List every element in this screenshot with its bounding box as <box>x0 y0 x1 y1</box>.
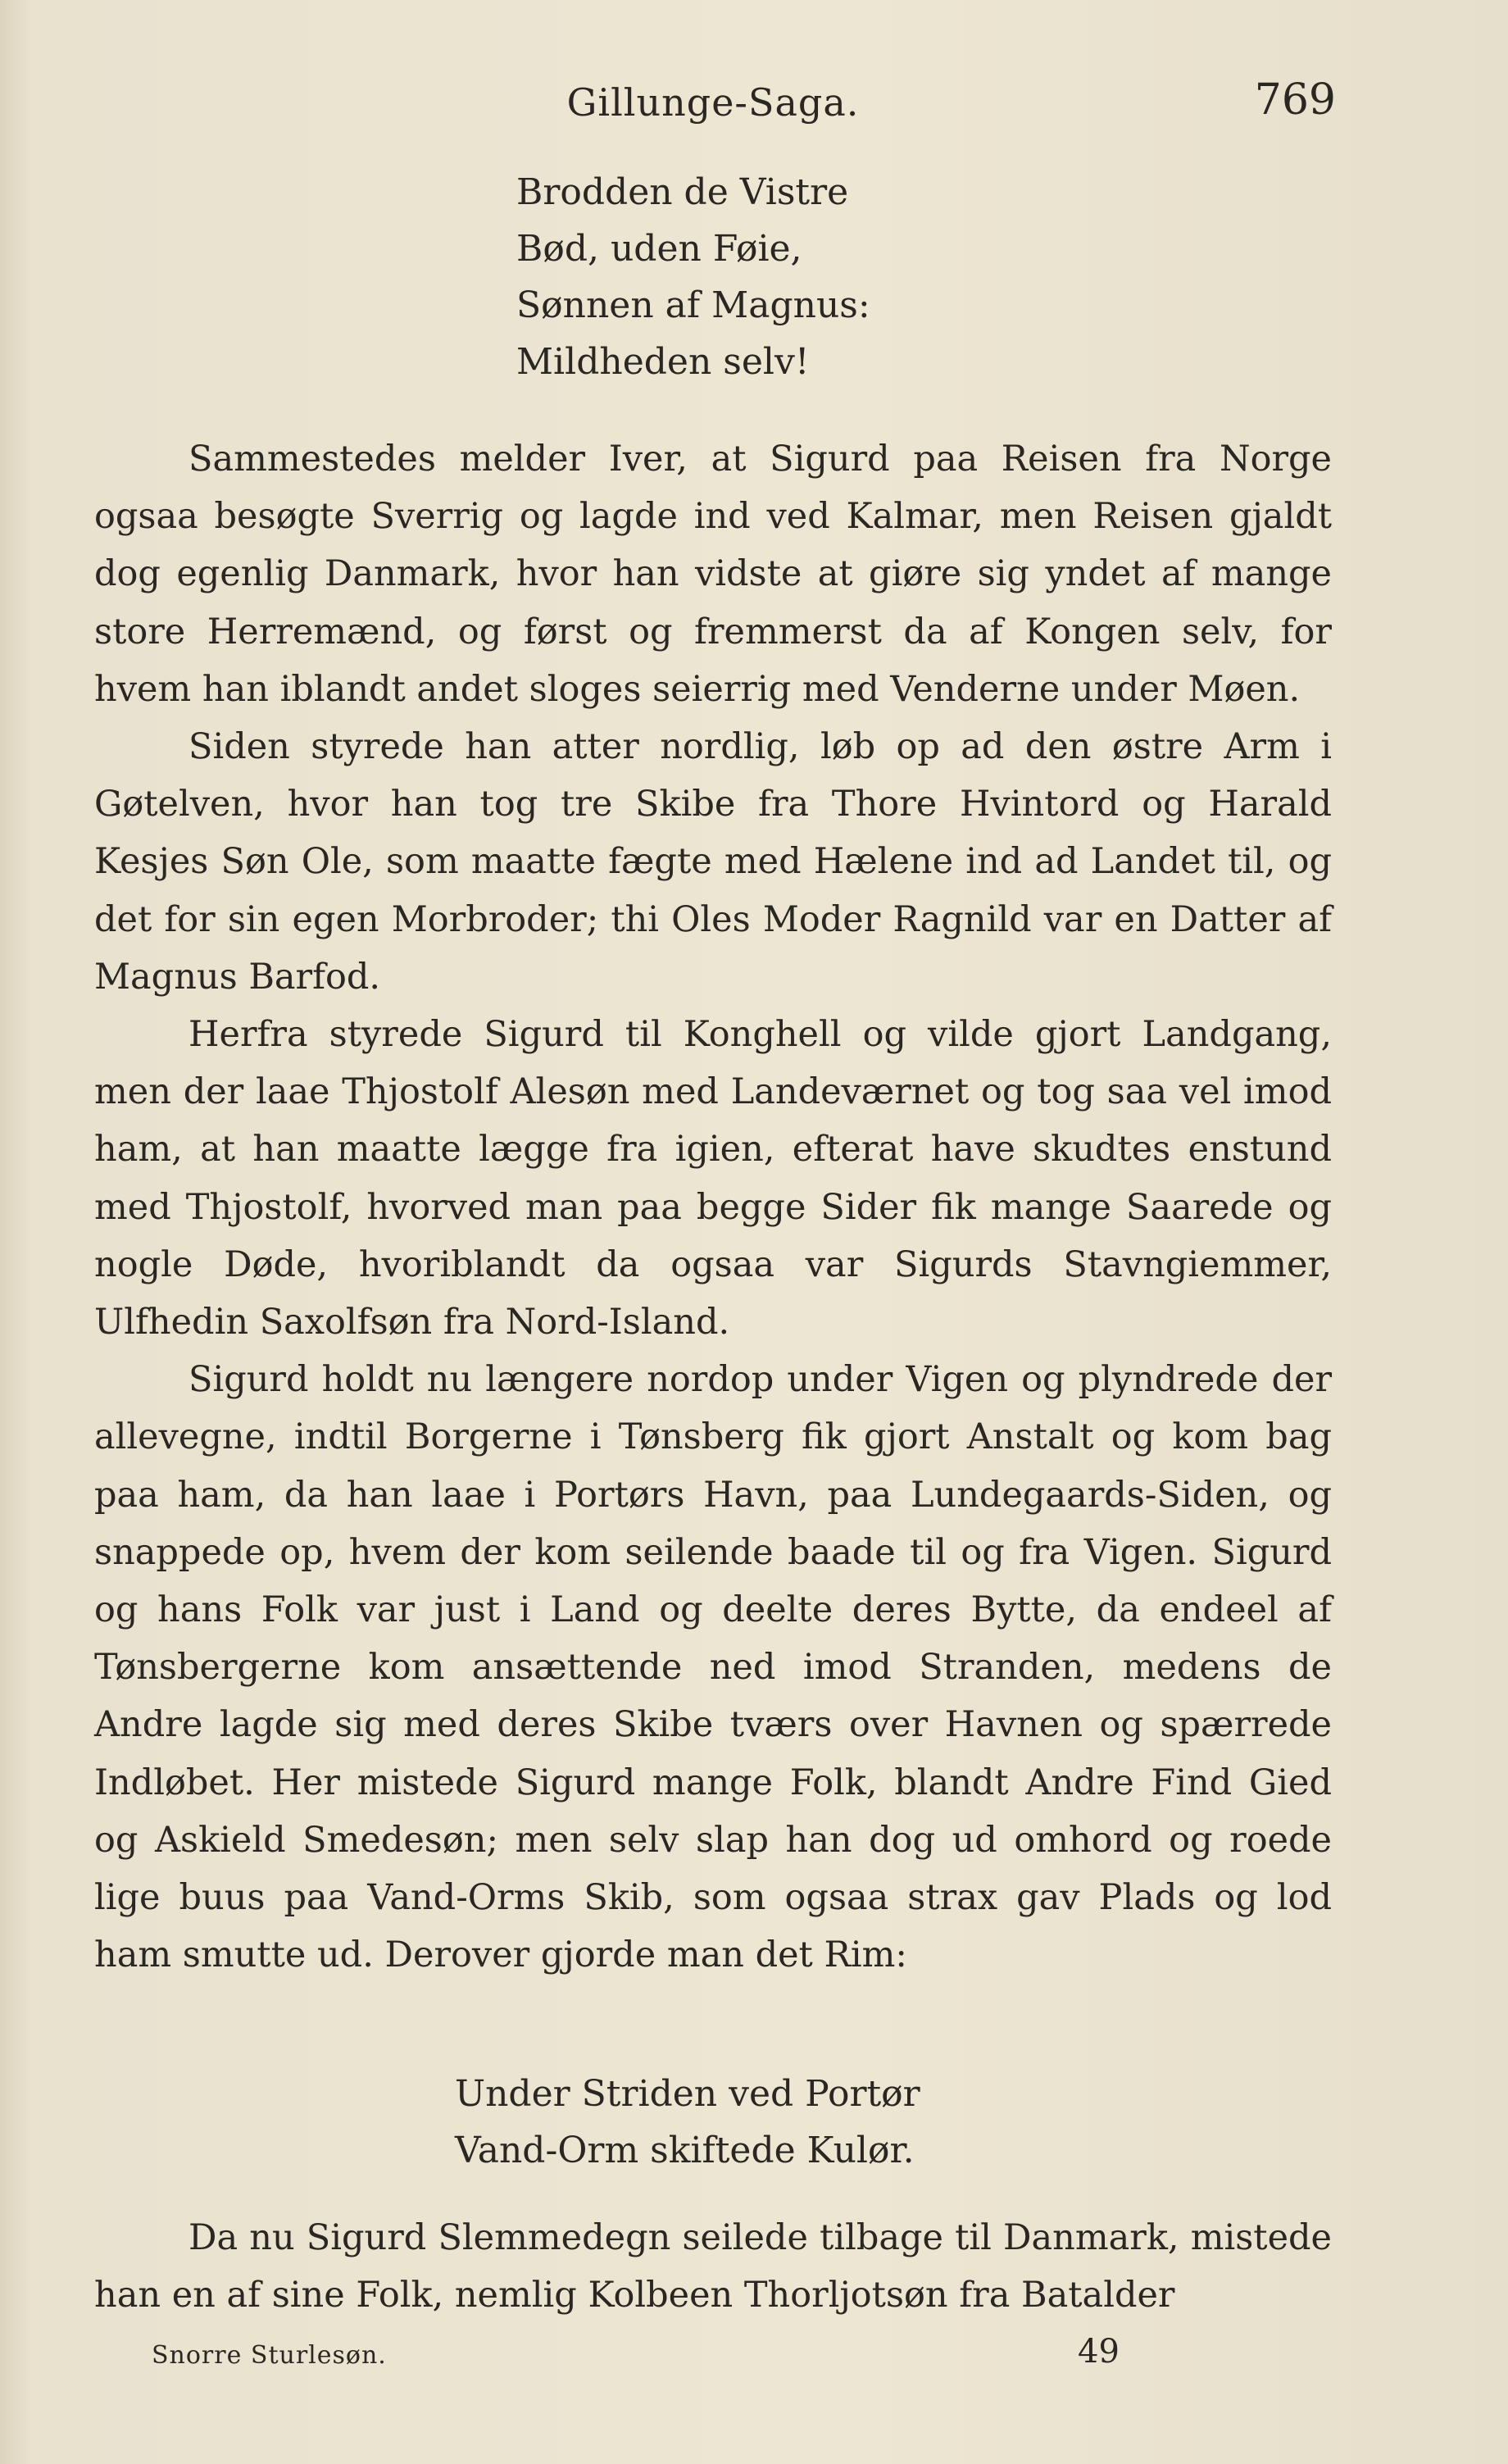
body-text-1 <box>94 430 1332 1984</box>
verse-line: Brodden de Vistre <box>516 171 849 213</box>
verse-stanza-2 <box>455 2066 920 2179</box>
verse-line: Under Striden ved Portør <box>455 2073 920 2115</box>
verse-stanza-1 <box>516 164 870 390</box>
running-title: Gillunge-Saga. <box>566 80 860 125</box>
verse-line: Sønnen af Magnus: <box>516 284 870 326</box>
signature-mark: 49 <box>1078 2333 1120 2371</box>
page-header <box>90 75 1336 133</box>
verse-line: Bød, uden Føie, <box>516 228 802 270</box>
paragraph: Da nu Sigurd Slemmedegn seilede tilbage til Danmark, mistede han en af sine Folk, nemlig Kolbeen Thorljotsøn fra Batalder <box>94 2217 1332 2316</box>
paragraph: Siden styrede han atter nordlig, løb op ad den østre Arm i Gøtelven, hvor han tog tre Skibe fra Thore Hvintord og Harald Kesjes Søn Ole, som maatte fægte med Hælene ind ad Landet til, og det for sin egen Morbroder; thi Oles Moder Ragnild var en Datter af Magnus Barfod. <box>94 726 1332 998</box>
page-footer <box>152 2333 1119 2382</box>
verse-line: Vand-Orm skiftede Kulør. <box>455 2130 915 2171</box>
verse-line: Mildheden selv! <box>516 341 810 383</box>
paragraph: Sigurd holdt nu længere nordop under Vigen og plyndrede der allevegne, indtil Borgerne i Tønsberg fik gjort Anstalt og kom bag paa ham, da han laae i Portørs Havn, paa Lundegaards-Siden, og snappede op, hvem der kom seilende baade til og fra Vigen. Sigurd og hans Folk var just i Land og deelte deres Bytte, da endeel af Tønsbergerne kom ansættende ned imod Stranden, medens de Andre lagde sig med deres Skibe tværs over Havnen og spærrede Indløbet. Her mistede Sigurd mange Folk, blandt Andre Find Gied og Askield Smedesøn; men selv slap han dog ud omhord og roede lige buus paa Vand-Orms Skib, som ogsaa strax gav Plads og lod ham smutte ud. Derover gjorde man det Rim: <box>94 1359 1332 1976</box>
body-text-2 <box>94 2209 1332 2324</box>
page-number: 769 <box>1254 75 1336 125</box>
paragraph: Sammestedes melder Iver, at Sigurd paa Reisen fra Norge ogsaa besøgte Sverrig og lagde ind ved Kalmar, men Reisen gjaldt dog egenlig Danmark, hvor han vidste at giøre sig yndet af mange store Herremænd, og først og fremmerst da af Kongen selv, for hvem han iblandt andet sloges seierrig med Venderne under Møen. <box>94 439 1332 710</box>
paragraph: Herfra styrede Sigurd til Konghell og vilde gjort Landgang, men der laae Thjostolf Alesøn med Landeværnet og tog saa vel imod ham, at han maatte lægge fra igien, efterat have skudtes enstund med Thjostolf, hvorved man paa begge Sider fik mange Saarede og nogle Døde, hvoriblandt da ogsaa var Sigurds Stavngiemmer, Ulfhedin Saxolfsøn fra Nord-Island. <box>94 1014 1332 1343</box>
signature: Snorre Sturlesøn. <box>152 2341 387 2370</box>
